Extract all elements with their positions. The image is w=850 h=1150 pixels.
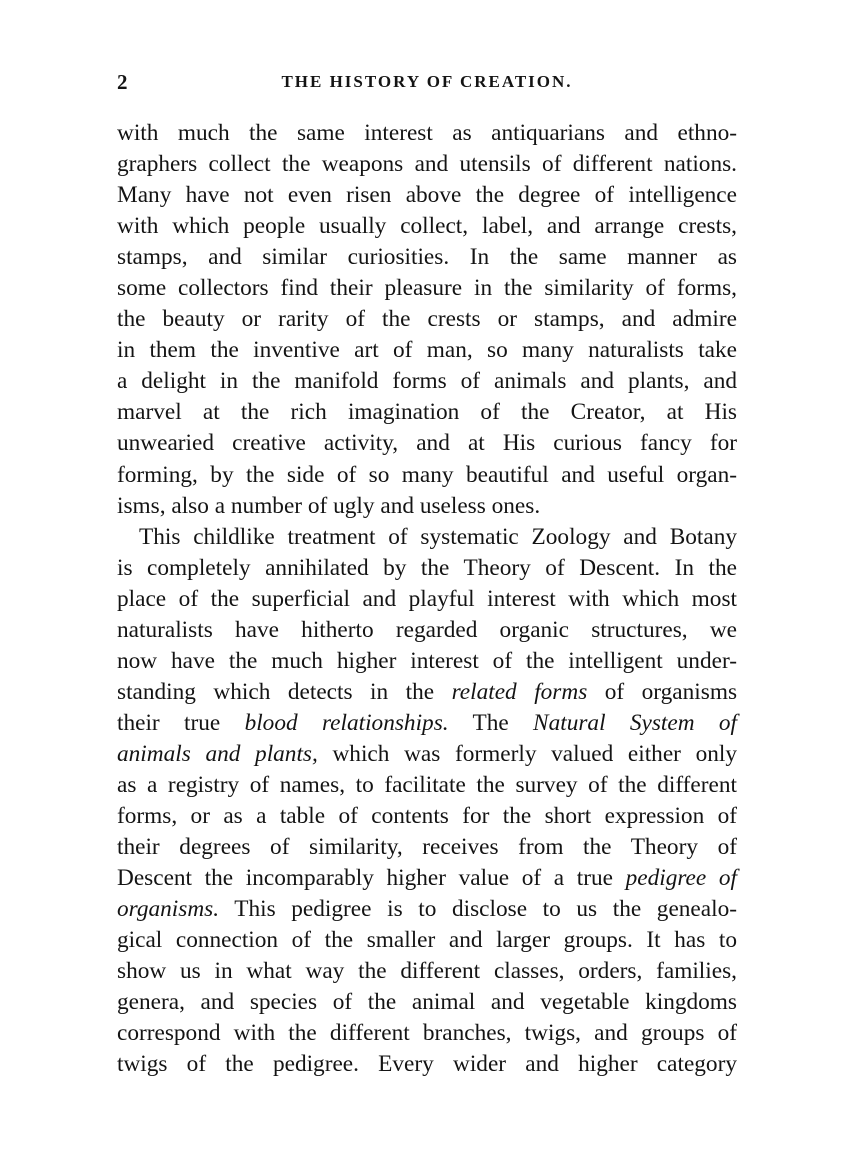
- text-segment: their degrees of similarity, receives from the Theory of: [117, 834, 737, 861]
- text-segment: in them the inventive art of man, so many naturalists take: [117, 337, 737, 364]
- text-segment: standing which detects in the: [117, 678, 452, 705]
- text-line: [117, 615, 737, 646]
- text-segment: as a registry of names, to facilitate the survey of the different: [117, 771, 737, 798]
- text-segment: gical connection of the smaller and larger groups. It has to: [117, 927, 737, 954]
- text-line: [117, 584, 737, 615]
- text-line: [117, 708, 737, 739]
- text-line: [117, 1018, 737, 1049]
- italic-phrase: blood relationships.: [244, 709, 449, 736]
- italic-phrase: pedigree of: [625, 865, 737, 892]
- text-line: [117, 677, 737, 708]
- text-line: [117, 522, 737, 553]
- text-line: [117, 304, 737, 335]
- text-line: [117, 553, 737, 584]
- text-line: [117, 770, 737, 801]
- text-line: [117, 894, 737, 925]
- text-line: [117, 832, 737, 863]
- text-segment: The: [448, 709, 534, 736]
- text-segment: twigs of the pedigree. Every wider and higher category: [117, 1051, 737, 1078]
- text-segment: forming, by the side of so many beautiful and useful organ-: [117, 461, 737, 488]
- text-segment: This pedigree is to disclose to us the genealo-: [219, 896, 737, 923]
- italic-phrase: animals and plants,: [117, 740, 318, 767]
- text-line: [117, 460, 737, 491]
- text-segment: genera, and species of the animal and vegetable kingdoms: [117, 989, 737, 1016]
- page-number: 2: [117, 70, 128, 94]
- text-line: [117, 428, 737, 459]
- text-segment: some collectors find their pleasure in the similarity of forms,: [117, 275, 737, 302]
- text-line: [117, 925, 737, 956]
- text-segment: Descent the incomparably higher value of a true: [117, 865, 626, 892]
- text-segment: of organisms: [587, 678, 738, 705]
- text-line: [117, 335, 737, 366]
- body-text: [117, 118, 737, 1080]
- paragraph: [117, 118, 737, 522]
- text-segment: their true: [117, 709, 245, 736]
- text-segment: unwearied creative activity, and at His curious fancy for: [117, 430, 737, 457]
- text-line: [117, 397, 737, 428]
- italic-phrase: organisms.: [117, 896, 220, 923]
- text-segment: graphers collect the weapons and utensils of different nations.: [117, 151, 737, 178]
- page-header: [117, 70, 737, 100]
- italic-phrase: related forms: [451, 678, 588, 705]
- text-line: [117, 739, 737, 770]
- text-segment: stamps, and similar curiosities. In the same manner as: [117, 244, 737, 271]
- text-segment: This childlike treatment of systematic Zoology and Botany: [139, 523, 737, 550]
- text-segment: naturalists have hitherto regarded organic structures, we: [117, 616, 737, 643]
- italic-phrase: Natural System of: [533, 709, 737, 736]
- text-line: [117, 242, 737, 273]
- text-line: [117, 149, 737, 180]
- text-segment: now have the much higher interest of the intelligent under-: [117, 647, 737, 674]
- text-line: [117, 118, 737, 149]
- text-line: [117, 1049, 737, 1080]
- text-line: [117, 273, 737, 304]
- text-line: [117, 180, 737, 211]
- text-segment: show us in what way the different classes, orders, families,: [117, 958, 737, 985]
- text-segment: forms, or as a table of contents for the short expression of: [117, 803, 737, 830]
- text-segment: is completely annihilated by the Theory of Descent. In the: [117, 554, 737, 581]
- text-segment: isms, also a number of ugly and useless ones.: [117, 492, 541, 519]
- text-segment: a delight in the manifold forms of animals and plants, and: [117, 368, 737, 395]
- text-segment: place of the superficial and playful interest with which most: [117, 585, 737, 612]
- text-segment: the beauty or rarity of the crests or stamps, and admire: [117, 306, 737, 333]
- text-segment: with which people usually collect, label, and arrange crests,: [117, 213, 737, 240]
- text-line: [117, 801, 737, 832]
- text-segment: correspond with the different branches, twigs, and groups of: [117, 1020, 737, 1047]
- running-head: THE HISTORY OF CREATION.: [281, 72, 573, 91]
- text-segment: with much the same interest as antiquarians and ethno-: [117, 120, 737, 146]
- text-line: [117, 646, 737, 677]
- text-line: [117, 211, 737, 242]
- text-line: [117, 956, 737, 987]
- text-segment: marvel at the rich imagination of the Creator, at His: [117, 399, 737, 426]
- text-line: [117, 987, 737, 1018]
- text-line: [117, 491, 737, 522]
- paragraph: [117, 522, 737, 1081]
- text-line: [117, 863, 737, 894]
- text-segment: Many have not even risen above the degree of intelligence: [117, 182, 737, 209]
- text-line: [117, 366, 737, 397]
- text-segment: which was formerly valued either only: [317, 740, 737, 767]
